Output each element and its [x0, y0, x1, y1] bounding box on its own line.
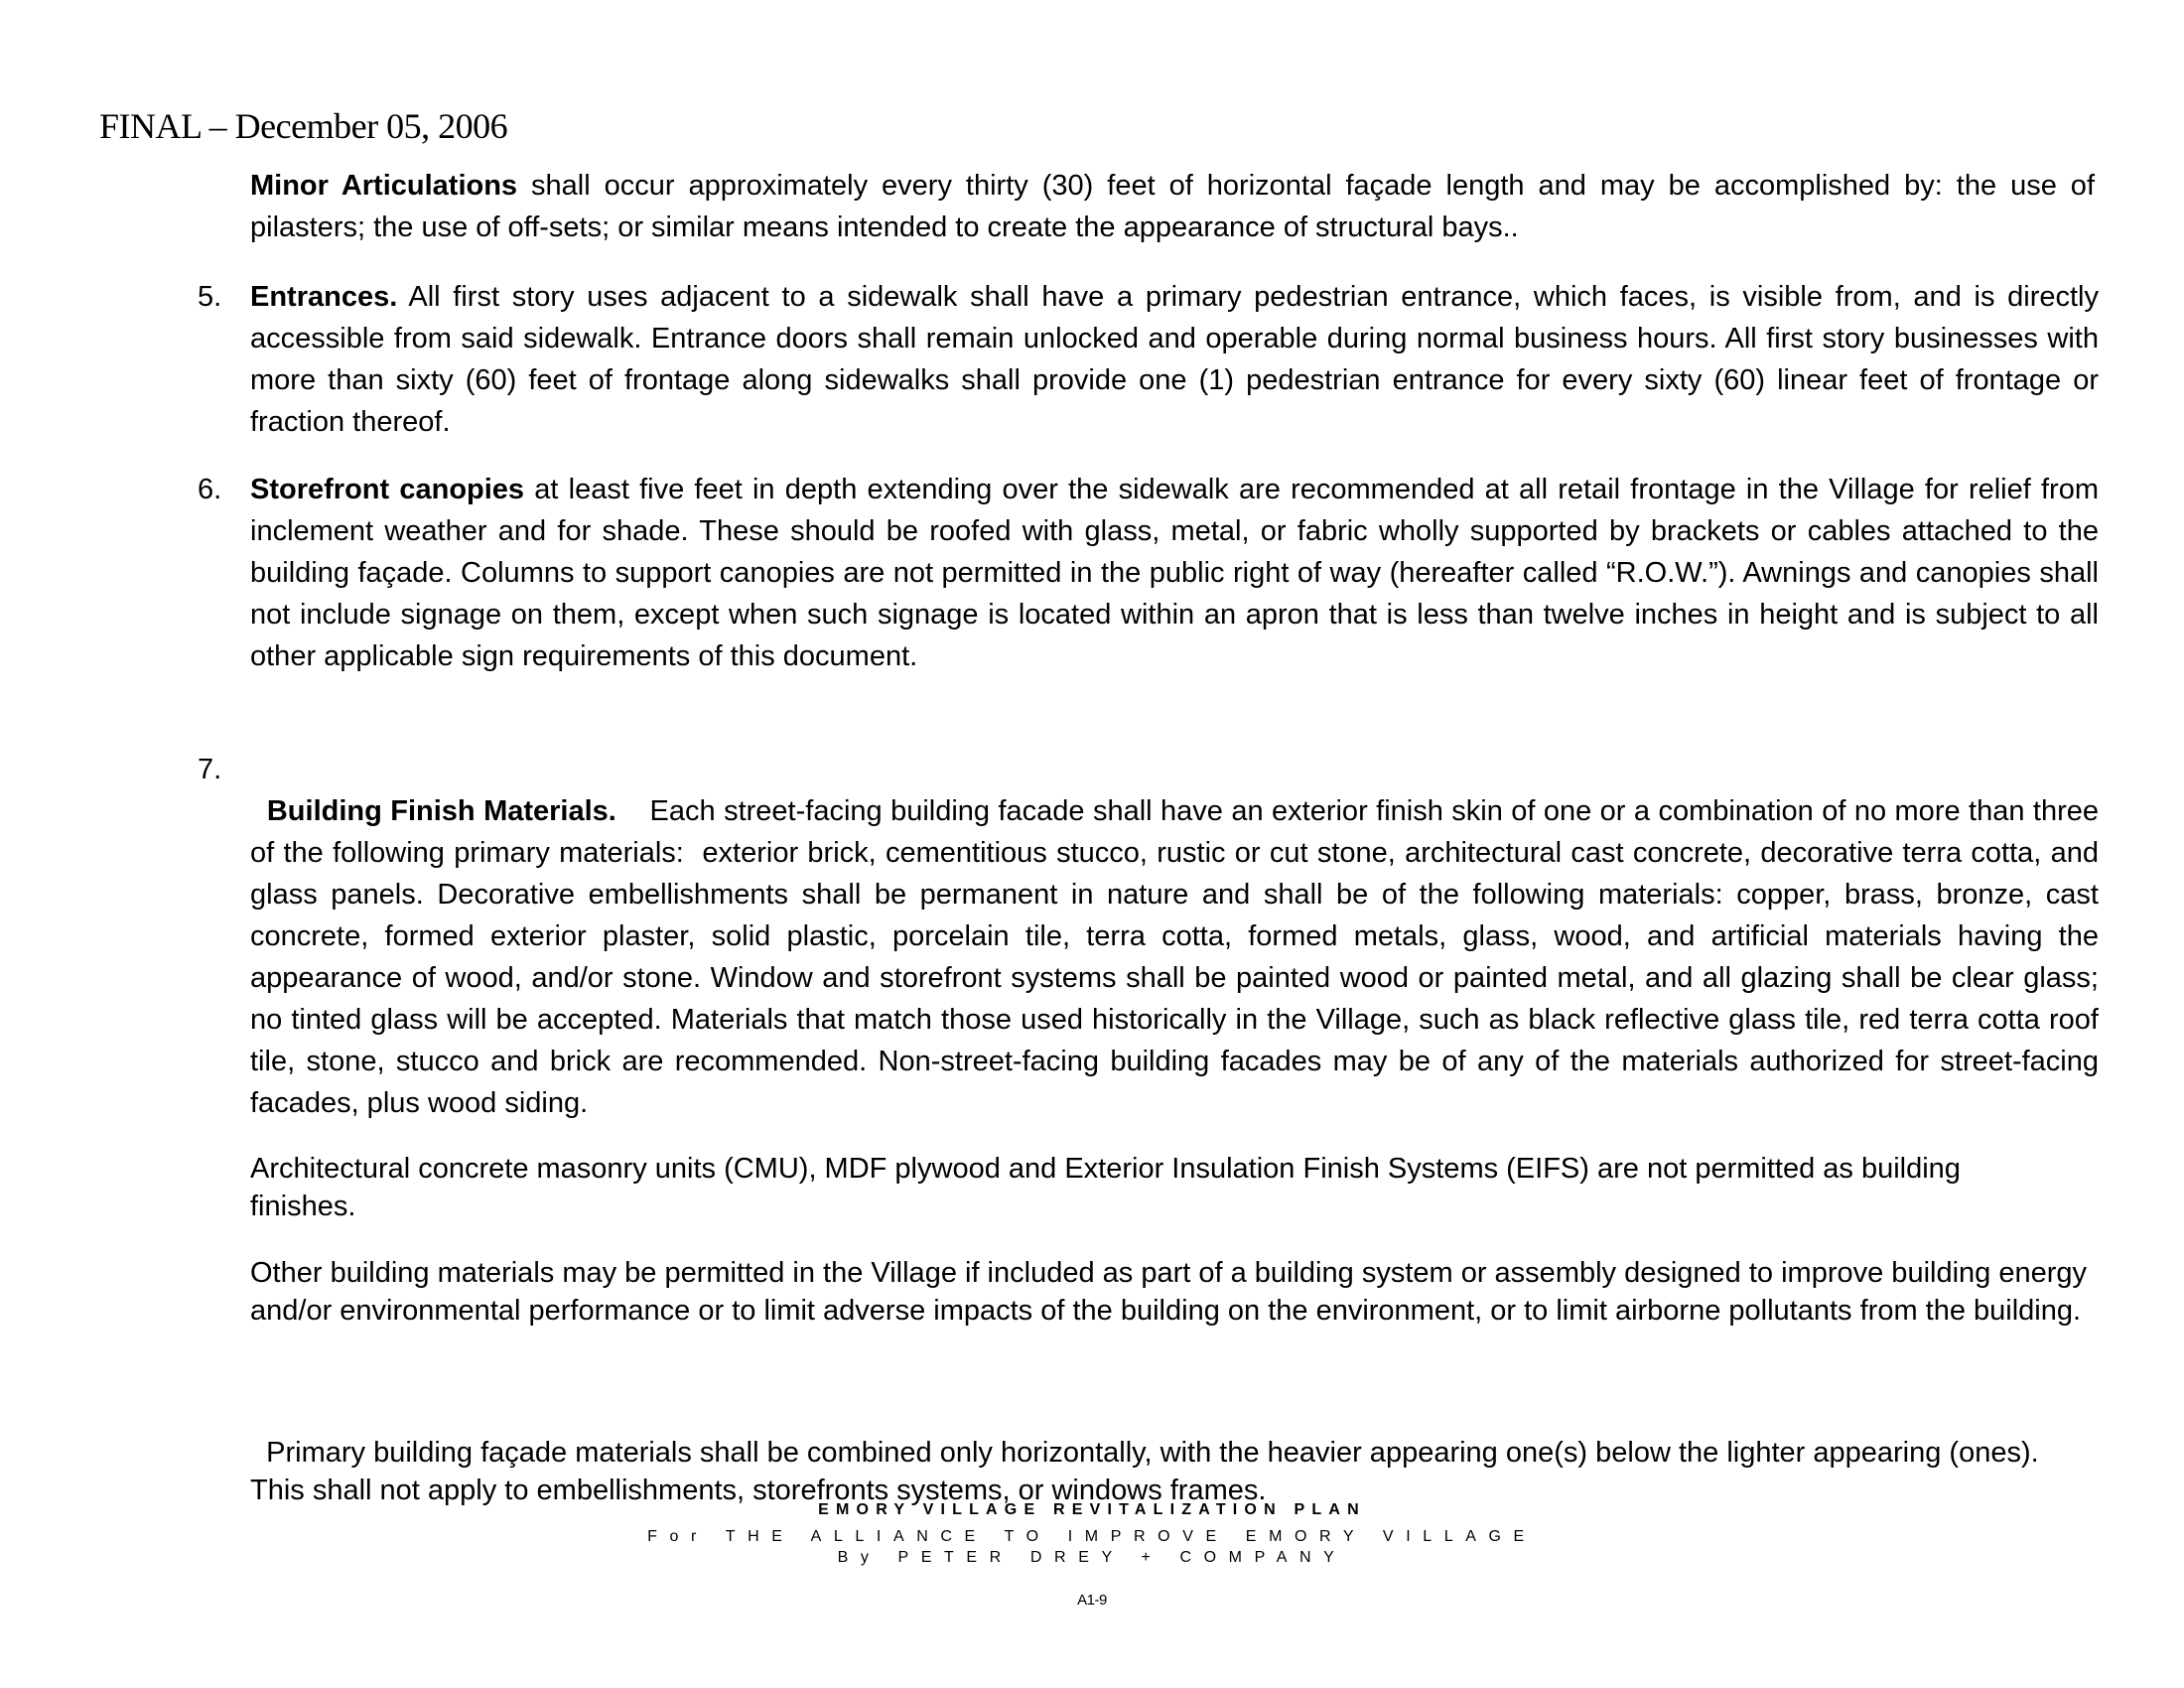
paragraph-other-materials: [250, 1254, 2097, 1330]
paragraph-text: Each street-facing building facade shall have an exterior finish skin of one or a combination of no more than three of the following primary materials: exterior brick, cementitious stucco, rustic or cut stone, architectural cast concrete, decorative terra cotta, and glass panels. Decorative embellishments shall be permanent in nature and shall be of the following materials: copper, brass, bronze, cast concrete, formed exterior plaster, solid plastic, porcelain tile, terra cotta, formed metals, glass, wood, and artificial materials having the appearance of wood, and/or stone. Window and storefront systems shall be painted wood or painted metal, and all glazing shall be clear glass; no tinted glass will be accepted. Materials that match those used historically in the Village, such as black reflective glass tile, red terra cotta roof tile, stone, stucco and brick are recommended. Non-street-facing building facades may be of any of the materials authorized for street-facing facades, plus wood siding.: [250, 795, 2108, 1119]
paragraph-text: Other building materials may be permitted in the Village if included as part of a building system or assembly designed to improve building energy and/or environmental performance or to limit adverse impacts of the building on the environment, or to limit airborne pollutants from the building.: [250, 1257, 2088, 1327]
paragraph-text: All first story uses adjacent to a sidewalk shall have a primary pedestrian entrance, which faces, is visible from, and is directly accessible from said sidewalk. Entrance doors shall remain unlocked and operable during normal business hours. All first story businesses with more than sixty (60) feet of frontage along sidewalks shall provide one (1) pedestrian entrance for every sixty (60) linear feet of frontage or fraction thereof.: [250, 281, 2099, 438]
list-item-entrances: [198, 276, 2099, 443]
list-number: 6.: [198, 474, 222, 505]
list-item-storefront-canopies: [198, 469, 2099, 677]
paragraph-heading: Storefront canopies: [250, 474, 525, 505]
paragraph-heading: Minor Articulations: [250, 170, 518, 202]
footer-for-line: For THE ALLIANCE TO IMPROVE EMORY VILLAGE: [647, 1528, 1537, 1545]
paragraph-heading: Building Finish Materials.: [266, 795, 616, 827]
paragraph-text: at least five feet in depth extending over the sidewalk are recommended at all retail frontage in the Village for relief from inclement weather and for shade. These should be roofed with glass, metal, or fabric wholly supported by brackets or cables attached to the building façade. Columns to support canopies are not permitted in the public right of way (hereafter called “R.O.W.”). Awnings and canopies shall not include signage on them, except when such signage is located within an apron that is less than twelve inches in height and is subject to all other applicable sign requirements of this document.: [250, 474, 2099, 672]
list-number: 5.: [198, 281, 222, 313]
paragraph-text: Primary building façade materials shall be combined only horizontally, with the heavier appearing one(s) below the lighter appearing (ones). This shall not apply to embellishments, storefronts systems, or windows frames.: [250, 1437, 2055, 1506]
paragraph-minor-articulations: [250, 165, 2095, 248]
paragraph-heading: Entrances.: [250, 281, 398, 313]
paragraph-text: shall occur approximately every thirty (30) feet of horizontal façade length and may be accomplished by: the use of pilasters; the use of off-sets; or similar means intended to create the appearance of structural bays..: [250, 170, 2095, 243]
list-item-building-finish-materials: [198, 749, 2108, 1124]
page-number: A1-9: [1077, 1592, 1107, 1609]
list-number: 7.: [198, 754, 222, 785]
paragraph-primary-facade: [250, 1396, 2077, 1509]
footer-by-line: By PETER DREY + COMPANY: [837, 1549, 1347, 1566]
document-header: FINAL – December 05, 2006: [99, 106, 508, 146]
footer-plan-title: EMORY VILLAGE REVITALIZATION PLAN: [818, 1501, 1366, 1518]
paragraph-text: Architectural concrete masonry units (CMU), MDF plywood and Exterior Insulation Finish Systems (EIFS) are not permitted as building finishes.: [250, 1153, 1961, 1222]
paragraph-cmu: [250, 1150, 2067, 1225]
